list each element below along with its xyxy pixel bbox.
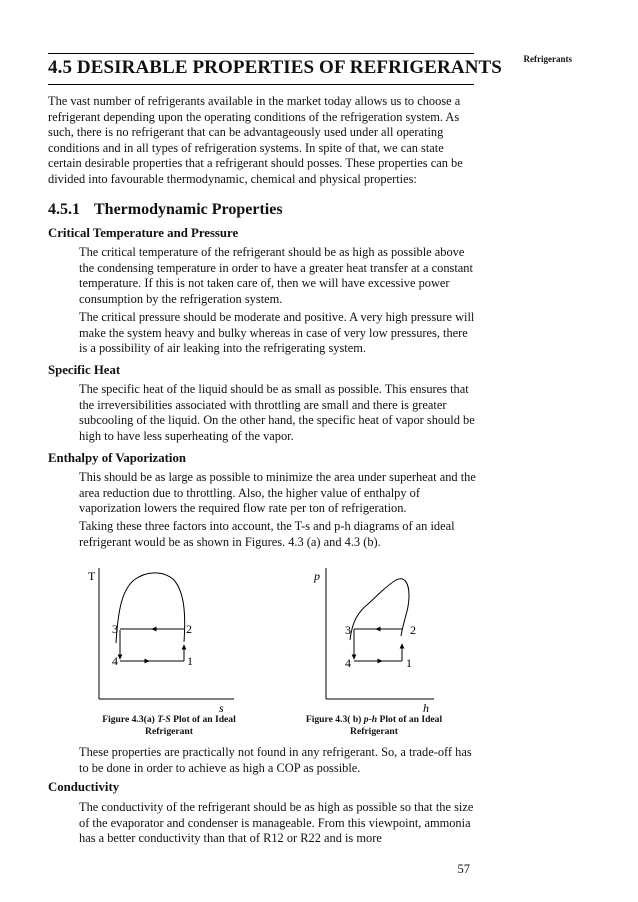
- ph-x-label: h: [423, 701, 429, 715]
- heading-enthalpy: Enthalpy of Vaporization: [48, 451, 186, 465]
- specific-heat-paragraph: The specific heat of the liquid should be as small as possible. This ensures that the irreversibilities associated with throttling are small and there is greater subcooling of the liquid. On the other hand, the specific heat of vapor should be high to have less superheating of the vapor.: [79, 382, 475, 443]
- ph-point-4: 4: [345, 656, 351, 670]
- enthalpy-paragraph-2: Taking these three factors into account, the T-s and p-h diagrams of an ideal refrigerant would be as shown in Figures. 4.3 (a) and 4.3 (b).: [79, 519, 455, 549]
- conductivity-paragraph: The conductivity of the refrigerant should be as high as possible so that the size of the evaporator and condenser is manageable. From this viewpoint, ammonia has a better conductivity than that of R12 or R22 and is more: [79, 800, 474, 846]
- ph-saturation-dome: [350, 579, 409, 640]
- figure-b-caption: [282, 714, 466, 738]
- heading-conductivity: Conductivity: [48, 780, 120, 794]
- ph-y-label: p: [314, 569, 320, 583]
- critical-paragraph-1: The critical temperature of the refrigerant should be as high as possible above the condensing temperature in order to have a greater heat transfer at a constant temperature. If this is not taken care of, then we will have excessive power consumption by the refrigeration system.: [79, 245, 473, 306]
- running-header: Refrigerants: [523, 54, 572, 64]
- ts-y-label: T: [88, 569, 96, 583]
- heading-specific-heat: Specific Heat: [48, 363, 121, 377]
- figure-a-caption-em: T-S: [157, 714, 171, 725]
- subsection-label: Thermodynamic Properties: [94, 201, 283, 218]
- subsection-number: 4.5.1: [48, 201, 80, 218]
- ts-point-2: 2: [186, 622, 192, 636]
- figure-b-caption-line2: Refrigerant: [350, 726, 398, 737]
- figure-b-caption-suffix: Plot of an Ideal: [377, 714, 443, 725]
- page-number: 57: [457, 862, 470, 876]
- critical-paragraph-2: The critical pressure should be moderate and positive. A very high pressure will make the system heavy and bulky whereas in case of very low pressures, there is a possibility of air leaking into the refrigerating system.: [79, 310, 475, 356]
- ph-point-3: 3: [345, 623, 351, 637]
- figure-a-caption-prefix: Figure 4.3(a): [102, 714, 158, 725]
- heading-critical: Critical Temperature and Pressure: [48, 226, 239, 240]
- ph-point-2: 2: [410, 623, 416, 637]
- enthalpy-paragraph-1: This should be as large as possible to minimize the area under superheat and the area reduction due to throttling. Also, the higher value of enthalpy of vaporization lowers the required flow rate per ton of refrigeration.: [79, 470, 476, 516]
- figure-b-caption-em: p-h: [363, 714, 378, 725]
- after-figures-paragraph: These properties are practically not found in any refrigerant. So, a trade-off has to be done in order to achieve as high a COP as possible.: [79, 745, 472, 775]
- ts-x-label: s: [219, 701, 224, 715]
- figure-a-caption-line2: Refrigerant: [145, 726, 193, 737]
- figure-b-caption-prefix: Figure 4.3( b): [305, 714, 364, 725]
- ts-point-1: 1: [187, 654, 193, 668]
- ph-point-1: 1: [406, 656, 412, 670]
- intro-paragraph: The vast number of refrigerants available in the market today allows us to choose a refrigerant depending upon the operating conditions of the refrigeration system. As such, there is no refrigerant that can be advantageously used under all operating conditions and in all types of refrigeration systems. In spite of that, we can state certain desirable properties that a refrigerant should posses. These properties can be divided into favourable thermodynamic, chemical and physical properties:: [48, 94, 463, 186]
- figure-a-caption: [74, 714, 264, 738]
- section-title: 4.5 DESIRABLE PROPERTIES OF REFRIGERANTS: [48, 57, 502, 78]
- ts-point-4: 4: [112, 654, 118, 668]
- ts-saturation-dome: [116, 573, 185, 643]
- figure-a-caption-suffix: Plot of an Ideal: [170, 714, 236, 725]
- ts-point-3: 3: [112, 622, 118, 636]
